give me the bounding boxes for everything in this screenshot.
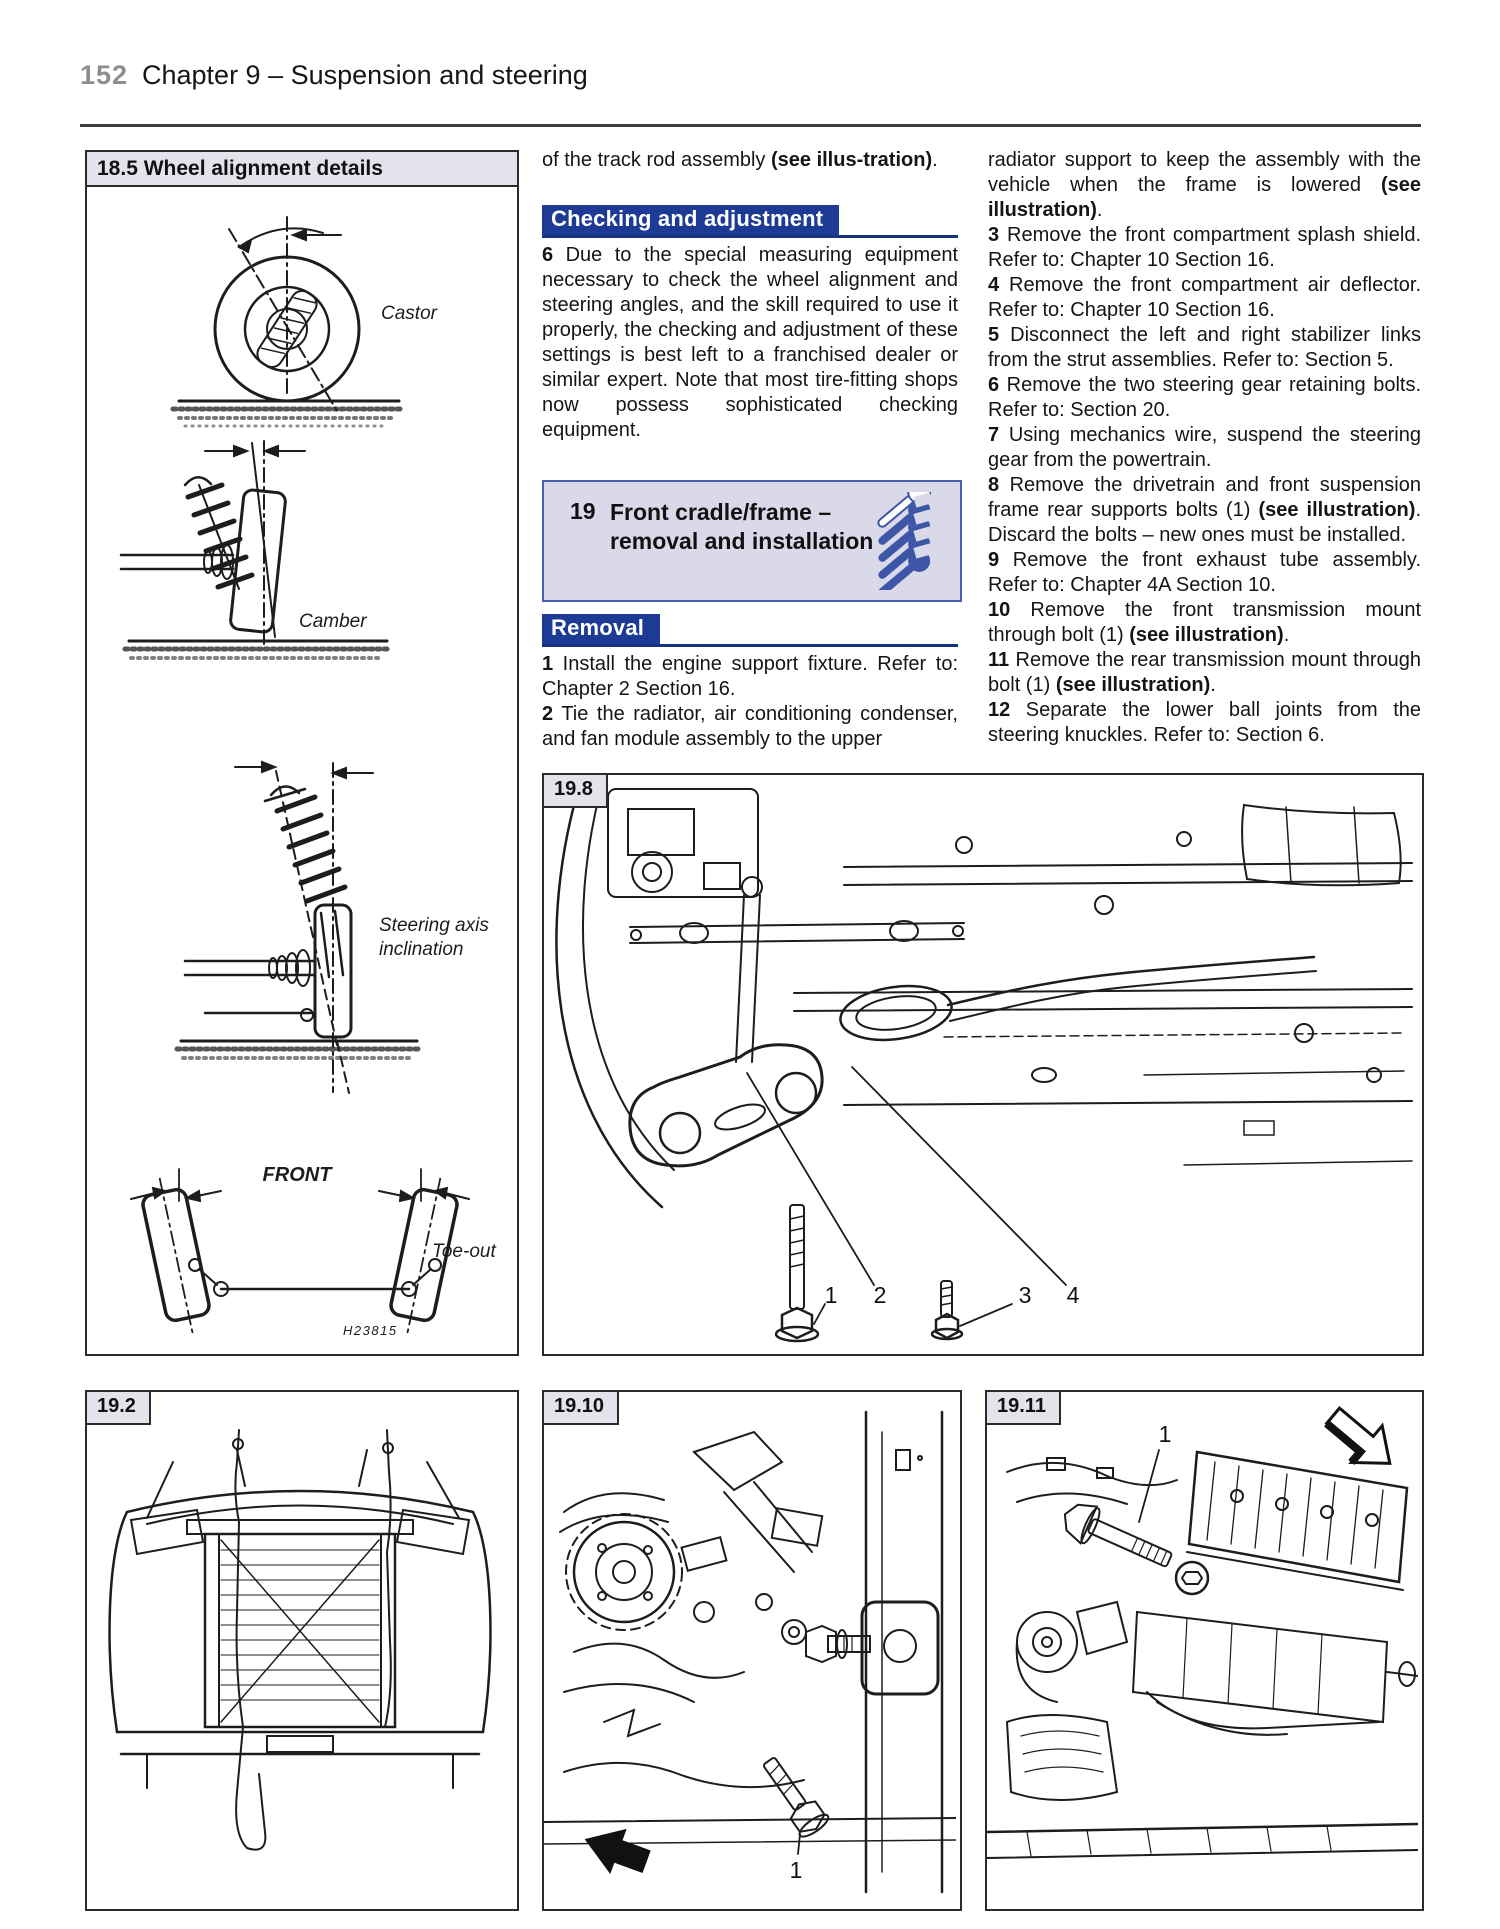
section-19-number: 19 [570,498,596,524]
para-intro [542,148,958,173]
para-9: 9 Remove the front exhaust tube assembly. Refer to: Chapter 4A Section 10. [988,549,1421,596]
right-column [988,148,1421,748]
para-2-cont-post: . [1096,199,1103,221]
para-1-text: Install the engine support fixture. Refer to: Chapter 2 Section 16. [542,653,958,700]
para-5: 5 Disconnect the left and right stabilizer links from the strut assemblies. Refer to: Section 5. [988,324,1421,371]
para-10: 10 Remove the front transmission mount through bolt (1) (see illustration). [988,599,1421,646]
underbody-drawing [544,775,1418,1350]
sai-label-line2: inclination [379,939,464,960]
para-1-num: 1 [542,653,554,675]
wrenches-icon [858,492,944,590]
section-19-title-line2: removal and installation [610,528,874,554]
para-4: 4 Remove the front compartment air deflector. Refer to: Chapter 10 Section 16. [988,274,1421,321]
figure-19-2 [85,1390,519,1911]
para-3: 3 Remove the front compartment splash shield. Refer to: Chapter 10 Section 16. [988,224,1421,271]
header-rule [80,124,1421,127]
chapter-title: Chapter 9 – Suspension and steering [142,60,588,90]
callout-2: 2 [873,1282,887,1308]
heading-removal-text: Removal [542,614,660,644]
figure-19-10 [542,1390,962,1911]
para-2-cont-pre: radiator support to keep the assembly with the vehicle when the frame is lowered [988,149,1421,196]
para-2-cont-bold: (see illustration) [988,174,1421,221]
heading-checking-text: Checking and adjustment [542,205,839,235]
radiator-tie-drawing [87,1392,513,1905]
figure-18-5-label: 18.5 Wheel alignment details [87,152,517,187]
heading-removal [542,614,958,647]
figure-19-2-label: 19.2 [85,1390,151,1425]
camber-label: Camber [299,611,367,632]
heading-checking-and-adjustment [542,205,958,238]
para-6-right: 6 Remove the two steering gear retaining bolts. Refer to: Section 20. [988,374,1421,421]
figure-19-10-label: 19.10 [542,1390,619,1425]
para-intro-bold: (see illus-tration) [770,149,933,171]
para-8: 8 Remove the drivetrain and front suspension frame rear supports bolts (1) (see illustration). Discard the bolts – new ones must be installed. [988,474,1421,546]
para-intro-post: . [932,149,938,171]
callout-1: 1 [789,1857,803,1883]
engine-mount-drawing [544,1392,956,1905]
figure-19-8-label: 19.8 [542,773,608,808]
direction-arrow-icon [1318,1397,1406,1481]
para-2-continued [988,148,1421,223]
para-1 [542,652,958,702]
toe-out-label: Toe-out [432,1241,496,1262]
callout-1: 1 [1158,1421,1172,1447]
front-label: FRONT [262,1164,332,1186]
para-7: 7 Using mechanics wire, suspend the steering gear from the powertrain. [988,424,1421,471]
callout-4: 4 [1066,1282,1080,1308]
figure-19-8 [542,773,1424,1356]
callout-3: 3 [1018,1282,1032,1308]
callout-1: 1 [824,1282,838,1308]
figure-18-5 [85,150,519,1356]
drawing-code: H23815 [343,1323,398,1338]
para-11: 11 Remove the rear transmission mount through bolt (1) (see illustration). [988,649,1421,696]
wheel-alignment-drawing [87,189,513,1352]
para-12: 12 Separate the lower ball joints from the steering knuckles. Refer to: Section 6. [988,699,1421,746]
para-2-num: 2 [542,703,554,725]
figure-19-11 [985,1390,1424,1911]
para-6-text: Due to the special measuring equipment necessary to check the wheel alignment and steering angles, and the skill required to use it properly, the checking and adjustment of these settings is best left to a franchised dealer or similar expert. Note that most tire-fitting shops now possess sophisticated checking equipment. [542,244,958,441]
para-intro-pre: of the track rod assembly [542,149,771,171]
transmission-mount-drawing [987,1392,1418,1905]
section-19-box [542,480,962,602]
section-19-title-line1: Front cradle/frame – [610,499,832,525]
figure-19-11-label: 19.11 [985,1390,1061,1425]
castor-label: Castor [381,303,437,324]
direction-arrow-icon [576,1817,654,1885]
sai-label-line1: Steering axis [379,915,489,936]
section-19-title [610,498,873,556]
para-2-text: Tie the radiator, air conditioning condenser, and fan module assembly to the upper [542,703,958,750]
page-number: 152 [80,60,129,90]
para-2 [542,702,958,752]
para-6 [542,243,958,443]
para-6-num: 6 [542,244,554,266]
